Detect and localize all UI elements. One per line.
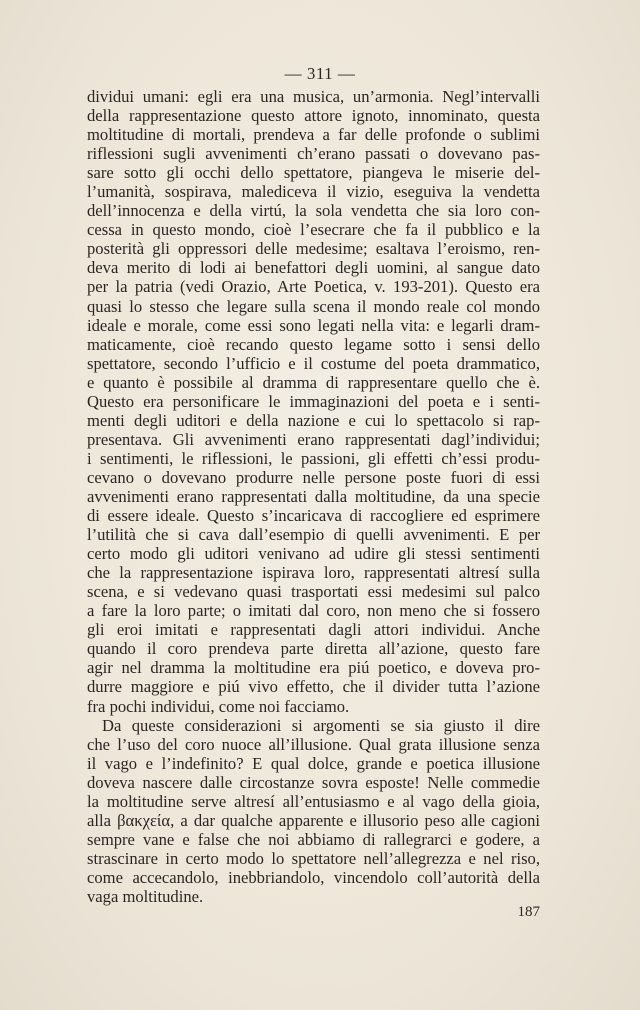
body-text xyxy=(87,87,540,906)
text-line: menti degli uditori e della nazione e cui lo spettacolo si rap- xyxy=(87,410,540,430)
text-line: sempre vane e false che noi abbiamo di rallegrarci e godere, a xyxy=(87,829,540,849)
signature-number: 187 xyxy=(517,904,540,920)
text-line: dell’innocenza e della virtú, la sola vendetta che sia loro con- xyxy=(87,201,540,221)
text-line: scena, e si vedevano quasi trasportati essi medesimi sul palco xyxy=(87,582,540,602)
text-line: spettatore, secondo l’ufficio e il costume del poeta drammatico, xyxy=(87,353,540,373)
text-line: della rappresentazione questo attore ignoto, innominato, questa xyxy=(87,106,540,126)
text-line: fra pochi individui, come noi facciamo. xyxy=(87,696,350,716)
text-line: l’utilità che si cava dall’esempio di quelli avvenimenti. E per xyxy=(87,525,540,545)
text-line: ideale e morale, come essi sono legati nella vita: e legarli dram- xyxy=(87,315,540,335)
text-line: che l’uso del coro nuoce all’illusione. Qual grata illusione senza xyxy=(87,734,540,754)
text-line: Da queste considerazioni si argomenti se sia giusto il dire xyxy=(102,715,540,735)
text-line: strascinare in certo modo lo spettatore nell’allegrezza e nel riso, xyxy=(87,848,540,868)
text-line: quasi lo stesso che legare sulla scena il mondo reale col mondo xyxy=(87,296,540,316)
text-line: agir nel dramma la moltitudine era piú poetico, e doveva pro- xyxy=(87,658,540,678)
text-line: deva merito di lodi ai benefattori degli uomini, al sangue dato xyxy=(87,258,540,278)
text-line: la moltitudine serve altresí all’entusiasmo e al vago della gioia, xyxy=(87,791,540,811)
text-line: di essere ideale. Questo s’incaricava di raccogliere ed esprimere xyxy=(87,506,540,526)
text-line: Questo era personificare le immaginazioni del poeta e i senti- xyxy=(87,391,540,411)
text-line: vaga moltitudine. xyxy=(87,886,204,906)
text-line: come accecandolo, inebbriandolo, vincendolo coll’autorità della xyxy=(87,867,540,887)
page-number: — 311 — xyxy=(284,64,356,83)
text-line: posterità gli oppressori delle medesime; esaltava l’eroismo, ren- xyxy=(87,239,540,259)
text-line: a fare la loro parte; o imitati dal coro, non meno che si fossero xyxy=(87,601,540,621)
text-line: avvenimenti erano rappresentati dalla moltitudine, da una specie xyxy=(87,486,540,506)
text-line: maticamente, cioè recando questo legame sotto i sensi dello xyxy=(87,334,540,354)
text-line: sare sotto gli occhi dello spettatore, piangeva le miserie del- xyxy=(87,163,540,183)
text-line: durre maggiore e piú vivo effetto, che il divider tutta l’azione xyxy=(87,677,540,697)
text-line: il vago e l’indefinito? E qual dolce, grande e poetica illusione xyxy=(87,753,540,773)
text-line: alla βακχεία, a dar qualche apparente e illusorio peso alle cagioni xyxy=(87,810,540,830)
text-line: i sentimenti, le riflessioni, le passioni, gli effetti ch’essi produ- xyxy=(87,448,540,468)
text-line: per la patria (vedi Orazio, Arte Poetica, v. 193-201). Questo era xyxy=(87,277,540,297)
text-line: doveva nascere dalle circostanze sovra esposte! Nelle commedie xyxy=(87,772,540,792)
text-line: dividui umani: egli era una musica, un’armonia. Negl’intervalli xyxy=(87,87,540,106)
text-line: certo modo gli uditori venivano ad udire gli stessi sentimenti xyxy=(87,544,540,564)
text-line: presentava. Gli avvenimenti erano rappresentati dagl’individui; xyxy=(87,429,540,449)
text-line: che la rappresentazione ispirava loro, rappresentati altresí sulla xyxy=(87,563,540,583)
text-line: moltitudine di mortali, prendeva a far delle profonde o sublimi xyxy=(87,125,540,145)
text-line: cevano o dovevano produrre nelle persone poste fuori di essi xyxy=(87,467,540,487)
text-line: quando il coro prendeva parte diretta all’azione, questo fare xyxy=(87,639,540,659)
text-line: gli eroi imitati e rappresentati dagli attori individui. Anche xyxy=(87,620,540,640)
text-line: l’umanità, sospirava, malediceva il vizio, eseguiva la vendetta xyxy=(87,182,540,202)
text-line: riflessioni sugli avvenimenti ch’erano passati o dovevano pas- xyxy=(87,144,540,164)
text-line: e quanto è possibile al dramma di rappresentare quello che è. xyxy=(87,372,540,392)
text-line: cessa in questo mondo, cioè l’esecrare che fa il pubblico e la xyxy=(87,220,540,240)
